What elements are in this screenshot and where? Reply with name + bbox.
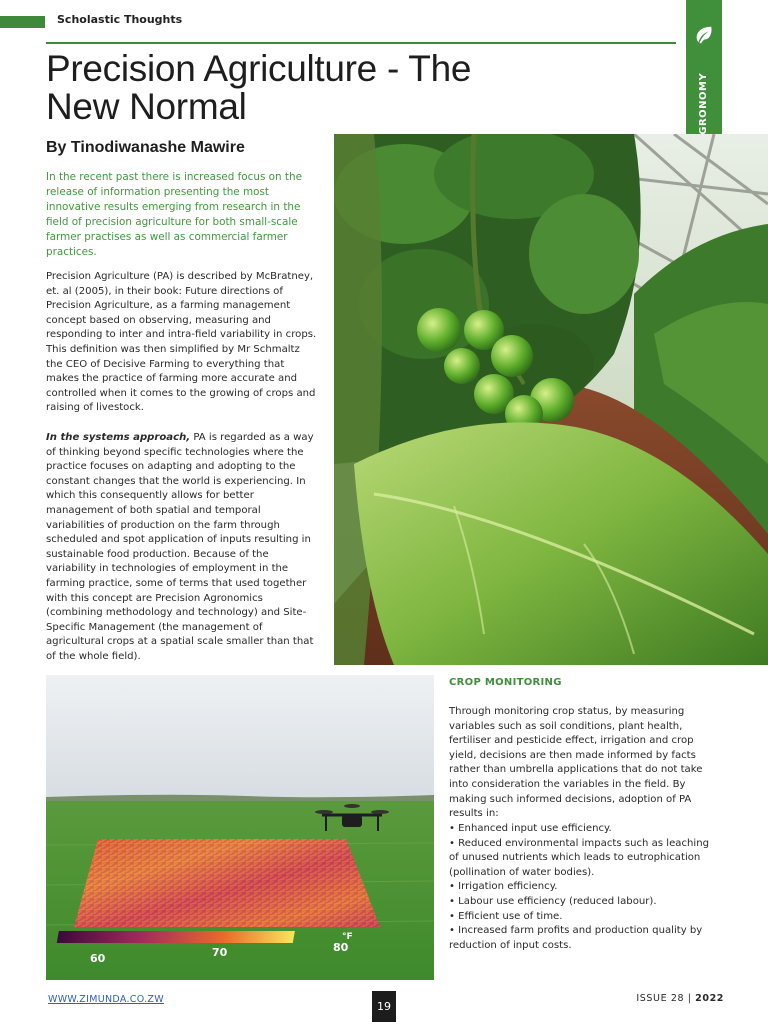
header-accent-bar — [0, 16, 45, 28]
paragraph-definition: Precision Agriculture (PA) is described by McBratney, et. al (2005), in their book: Future directions of Precision Agriculture, as a farming management concept based on observing, measuring and responding to inter and intra-field variability in crops. This definition was then simplified by Mr Schmaltz the CEO of Decisive Farming to everything that makes the practice of farming more accurate and controlled when it comes to the growing of crops and raising of livestock. — [46, 271, 317, 414]
issue-number: ISSUE 28 | — [636, 993, 692, 1004]
issue-label — [600, 993, 724, 1004]
drone-thermal-photo — [46, 675, 434, 980]
benefits-list — [449, 822, 721, 953]
list-item: • Increased farm profits and production quality by reduction of input costs. — [449, 924, 721, 953]
paragraph-body: PA is regarded as a way of thinking beyond specific technologies where the practice focuses on adapting and adopting to the constant changes that the world is experiencing. In which this consequently allows for better management of both spatial and temporal variabilities of production on the farm through scheduled and spot application of inputs resulting in sustainable food production. Because of the variability in technologies of employment in the farming practice, some of terms that used together with this concept are Precision Agronomics (combining methodology and technology) and Site-Specific Management (the management of agricultural crops at a spatial scale smaller than that of the whole field). — [46, 432, 314, 662]
section-label: Scholastic Thoughts — [57, 13, 183, 26]
page-number: 19 — [372, 991, 396, 1022]
list-item: • Labour use efficiency (reduced labour). — [449, 895, 721, 910]
list-item: • Irrigation efficiency. — [449, 880, 721, 895]
list-item: • Efficient use of time. — [449, 910, 721, 925]
article-intro: In the recent past there is increased focus on the release of information presenting the most innovative results emerging from research in the field of precision agriculture for both small-scale farmer practises as well as commercial farmer practices. — [46, 171, 302, 258]
crop-monitoring-body: Through monitoring crop status, by measuring variables such as soil conditions, plant health, fertiliser and pesticide effect, irrigation and crop yield, decisions are then made informed by facts rather than umbrella applications that do not take into consideration the variables in the field. By making such informed decisions, adoption of PA results in: — [449, 706, 703, 820]
article-title: Precision Agriculture - The New Normal — [46, 48, 472, 127]
article-byline: By Tinodiwanashe Mawire — [46, 139, 245, 156]
scale-unit-label: °F — [342, 932, 353, 942]
crop-monitoring-heading: CROP MONITORING — [449, 677, 562, 688]
paragraph-systems-approach — [46, 431, 318, 665]
header-rule — [46, 42, 676, 44]
scale-mid-label: 70 — [212, 946, 228, 959]
scale-min-label: 60 — [90, 952, 106, 965]
scale-max-label: 80 — [333, 941, 349, 954]
list-item: • Enhanced input use efficiency. — [449, 822, 721, 837]
leaf-icon — [693, 24, 715, 46]
website-link[interactable]: WWW.ZIMUNDA.CO.ZW — [48, 994, 164, 1005]
issue-year: 2022 — [695, 993, 724, 1004]
paragraph-lead: In the systems approach, — [46, 432, 191, 443]
tomato-greenhouse-photo — [334, 134, 768, 665]
list-item: • Reduced environmental impacts such as leaching of unused nutrients which leads to eutrophication (pollination of water bodies). — [449, 837, 721, 881]
